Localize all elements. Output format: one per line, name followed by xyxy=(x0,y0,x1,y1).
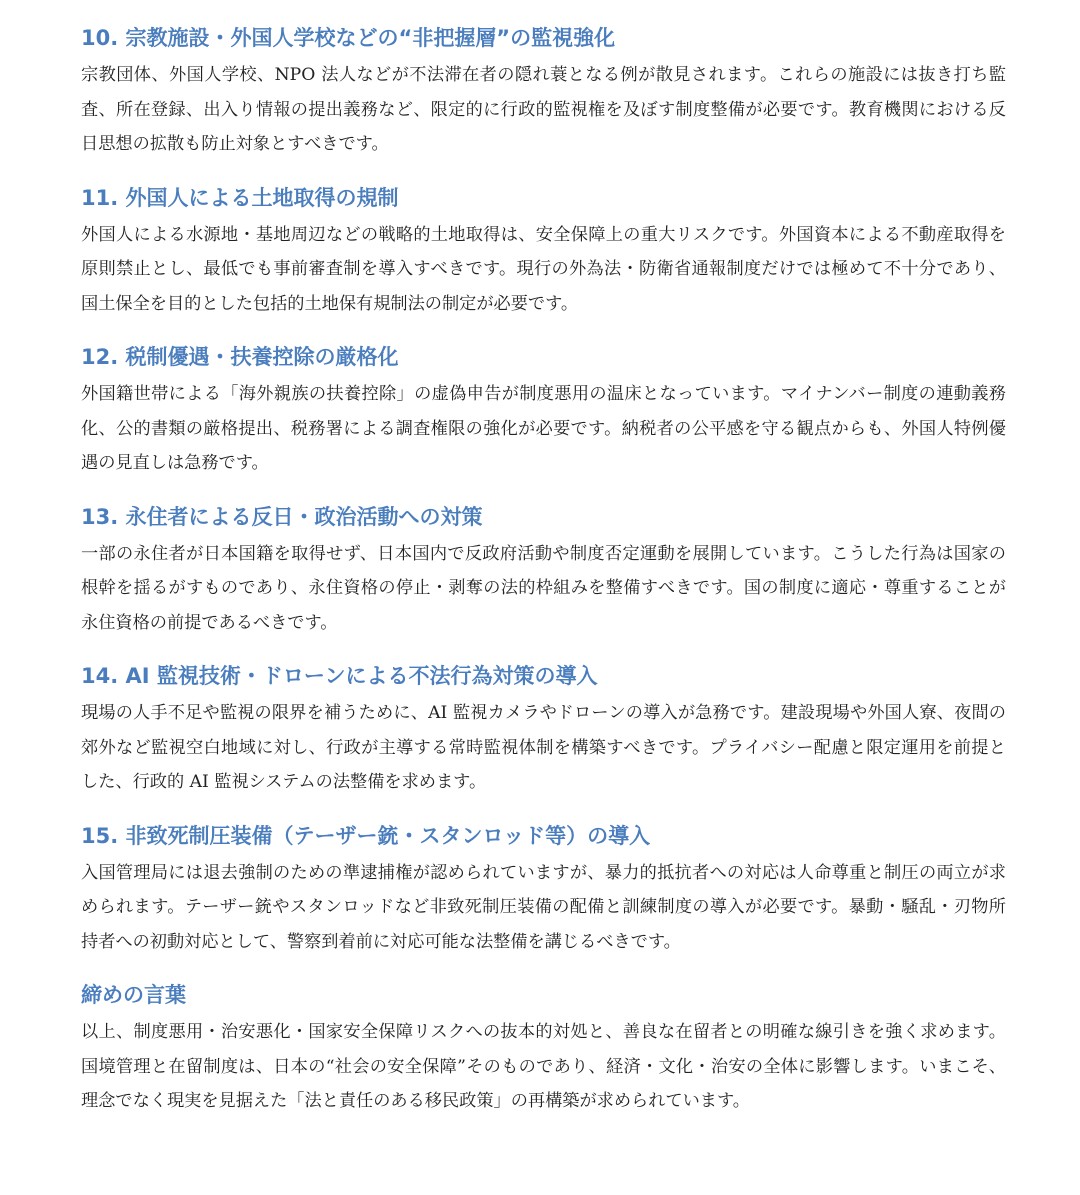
section-heading: 13. 永住者による反日・政治活動への対策 xyxy=(81,504,483,529)
section-heading: 15. 非致死制圧装備（テーザー銃・スタンロッド等）の導入 xyxy=(81,823,651,848)
section-body: 宗教団体、外国人学校、NPO 法人などが不法滞在者の隠れ蓑となる例が散見されます。これらの施設には抜き打ち監査、所在登録、出入り情報の提出義務など、限定的に行政的監視権を及ぼす制度整備が必要です。教育機関における反日思想の拡散も防止対象とすべきです。 xyxy=(81,65,1006,154)
section-body: 現場の人手不足や監視の限界を補うために、AI 監視カメラやドローンの導入が急務です。建設現場や外国人寮、夜間の郊外など監視空白地域に対し、行政が主導する常時監視体制を構築すべきです。プライバシー配慮と限定運用を前提とした、行政的 AI 監視システムの法整備を求めます。 xyxy=(81,703,1006,792)
section-body: 外国人による水源地・基地周辺などの戦略的土地取得は、安全保障上の重大リスクです。外国資本による不動産取得を原則禁止とし、最低でも事前審査制を導入すべきです。現行の外為法・防衛省通報制度だけでは極めて不十分であり、国土保全を目的とした包括的土地保有規制法の制定が必要です。 xyxy=(81,224,1006,314)
section-12 xyxy=(81,341,1006,481)
section-13 xyxy=(81,501,1006,641)
section-heading: 10. 宗教施設・外国人学校などの“非把握層”の監視強化 xyxy=(81,26,616,50)
section-body: 入国管理局には退去強制のための準逮捕権が認められていますが、暴力的抵抗者への対応は人命尊重と制圧の両立が求められます。テーザー銃やスタンロッドなど非致死制圧装備の配備と訓練制度の導入が必要です。暴動・騒乱・刃物所持者への初動対応として、警察到着前に対応可能な法整備を講じるべきです。 xyxy=(81,862,1006,952)
document-page xyxy=(81,22,1006,1139)
section-14 xyxy=(81,660,1006,800)
section-heading: 締めの言葉 xyxy=(81,983,186,1007)
section-heading: 12. 税制優遇・扶養控除の厳格化 xyxy=(81,345,399,369)
section-10 xyxy=(81,22,1006,162)
section-body: 外国籍世帯による「海外親族の扶養控除」の虚偽申告が制度悪用の温床となっています。マイナンバー制度の連動義務化、公的書類の厳格提出、税務署による調査権限の強化が必要です。納税者の公平感を守る観点からも、外国人特例優遇の見直しは急務です。 xyxy=(81,384,1006,473)
section-closing xyxy=(81,979,1006,1119)
section-heading: 11. 外国人による土地取得の規制 xyxy=(81,185,399,210)
section-body: 以上、制度悪用・治安悪化・国家安全保障リスクへの抜本的対処と、善良な在留者との明確な線引きを強く求めます。国境管理と在留制度は、日本の“社会の安全保障”そのものであり、経済・文化・治安の全体に影響します。いまこそ、理念でなく現実を見据えた「法と責任のある移民政策」の再構築が求められています。 xyxy=(81,1022,1006,1111)
section-11 xyxy=(81,182,1006,322)
section-heading: 14. AI 監視技術・ドローンによる不法行為対策の導入 xyxy=(81,664,598,688)
section-15 xyxy=(81,820,1006,960)
section-body: 一部の永住者が日本国籍を取得せず、日本国内で反政府活動や制度否定運動を展開しています。こうした行為は国家の根幹を揺るがすものであり、永住資格の停止・剥奪の法的枠組みを整備すべきです。国の制度に適応・尊重することが永住資格の前提であるべきです。 xyxy=(81,543,1006,633)
